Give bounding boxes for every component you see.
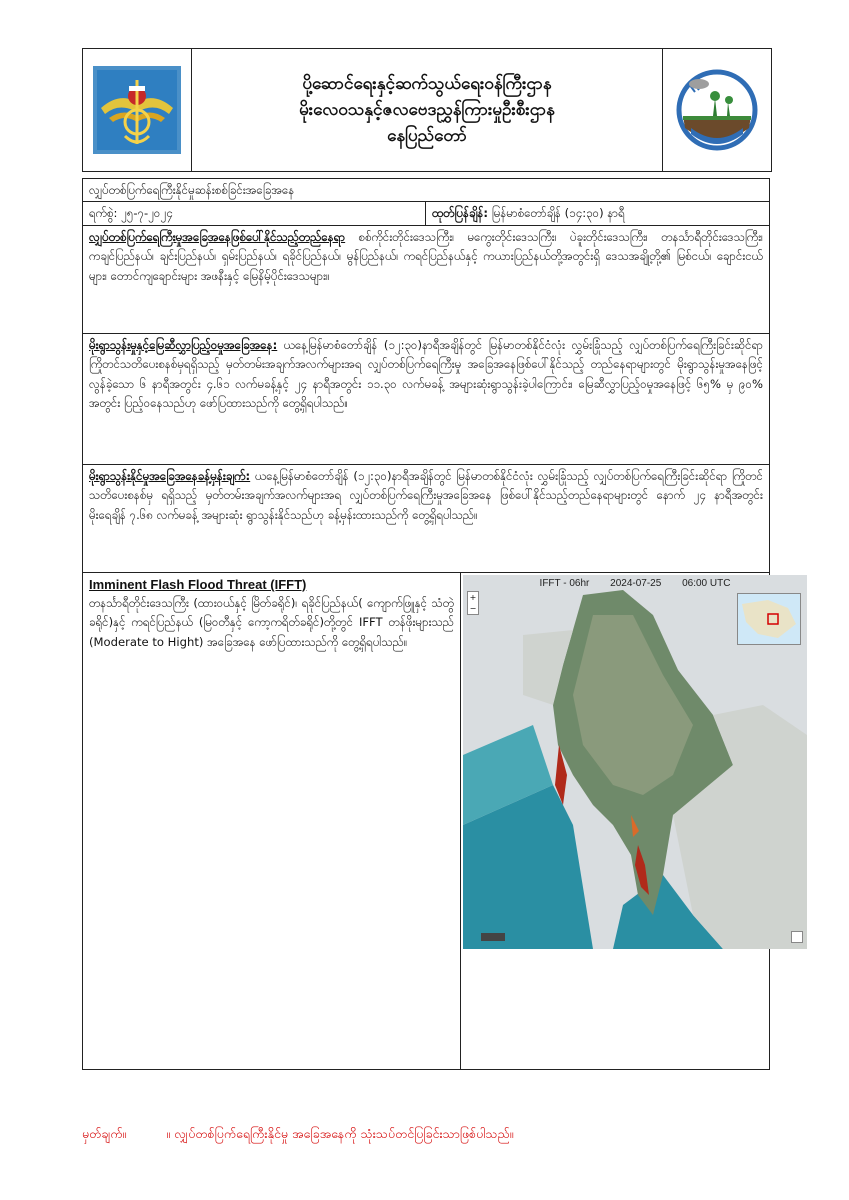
- ifft-map-cell: [461, 573, 769, 1069]
- department-name: မိုးလေဝသနှင့်ဇလဗေဒညွှန်ကြားမှုဦးစီးဌာန: [299, 100, 555, 120]
- header-title-block: [192, 49, 662, 171]
- section-forecast: [83, 465, 769, 573]
- ifft-heading: Imminent Flash Flood Threat (IFFT): [89, 577, 307, 592]
- section-locations-body: စစ်ကိုင်းတိုင်းဒေသကြီး၊ မကွေးတိုင်းဒေသကြီး၊ ပဲခူးတိုင်းဒေသကြီး၊ တနင်္သာရီတိုင်းဒေသကြီး၊ ကချင်ပြည်နယ်၊ ချင်းပြည်နယ်၊ ရှမ်းပြည်နယ်၊ ရခိုင်ပြည်နယ်၊ မွန်ပြည်နယ်၊ ကရင်ပြည်နယ်နှင့် ကယားပြည်နယ်တို့အတွင်းရှိ ဒေသအချို့တို့၏ မြစ်ငယ်၊ ချောင်းငယ်များ၊ တောင်ကျချောင်းများ အဖနီးနှင့် မြေနိမ့်ပိုင်းဒေသများ။: [89, 230, 763, 283]
- ministry-name: ပို့ဆောင်ရေးနှင့်ဆက်သွယ်ရေးဝန်ကြီးဌာန: [302, 74, 552, 94]
- date-value: ၂၅-၇-၂၀၂၄: [121, 206, 173, 220]
- footer-note-text: ။ လျှပ်တစ်ပြက်ရေကြီးနိုင်မှု အခြေအနေကို သုံးသပ်တင်ပြခြင်းသာဖြစ်ပါသည်။: [166, 1126, 514, 1141]
- ifft-map: [463, 575, 807, 949]
- hydrology-cycle-logo-icon: [669, 62, 765, 158]
- city-name: နေပြည်တော်: [387, 126, 467, 146]
- ifft-text-cell: [83, 573, 461, 1069]
- left-logo-cell: [83, 49, 192, 171]
- map-time: 06:00 UTC: [682, 578, 731, 589]
- map-title: [463, 578, 807, 589]
- date-cell: [83, 202, 426, 225]
- issue-time-value: မြန်မာစံတော်ချိန် (၁၄:၃၀) နာရီ: [491, 206, 625, 220]
- map-product: IFFT - 06hr: [539, 578, 590, 589]
- right-logo-cell: [662, 49, 771, 171]
- meta-row: [83, 202, 769, 226]
- section-ifft: [83, 573, 769, 1069]
- map-date: 2024-07-25: [610, 578, 662, 589]
- report-title-row: [83, 179, 769, 202]
- section-locations-heading: လျှပ်တစ်ပြက်ရေကြီးမှုအခြေအနေဖြစ်ပေါ်နိုင်သည့်တည်နေရာ: [89, 230, 346, 244]
- bulletin-header: [82, 48, 772, 172]
- bulletin-table: [82, 178, 770, 1070]
- section-rainfall-soil: [83, 334, 769, 465]
- report-title: လျှပ်တစ်ပြက်ရေကြီးနိုင်မှုဆန်းစစ်ခြင်းအခြေအနေ: [89, 183, 295, 197]
- section-forecast-body: ယနေ့မြန်မာစံတော်ချိန် (၁၂:၃၀)နာရီအချိန်တွင် မြန်မာတစ်နိုင်ငံလုံး လွှမ်းခြုံသည့် လျှပ်တစ်ပြက်ရေကြီးခြင်းဆိုင်ရာ ကြိုတင်သတိပေးစနစ်မှ ရရှိသည့် မှတ်တမ်းအချက်အလက်များအရ လျှပ်တစ်ပြက်ရေကြီးမှုအခြေအနေ ဖြစ်ပေါ်နိုင်သည့်တည်နေရာများတွင် နောက် ၂၄ နာရီအတွင်း မိုးရေချိန် ၇.၆၈ လက်မခန့် အများဆုံး ရွာသွန်းနိုင်သည်ဟု ခန့်မှန်းထားသည်ကို တွေ့ရှိရပါသည်။: [89, 469, 763, 522]
- ifft-body: တနင်္သာရီတိုင်းဒေသကြီး (ထားဝယ်နှင့် မြိတ်ခရိုင်)၊ ရခိုင်ပြည်နယ်( ကျောက်ဖြူနှင့် သံတွဲခရိုင်)နှင့် ကရင်ပြည်နယ် (မြဝတီနှင့် ကော့ကရိတ်ခရိုင်)တို့တွင် IFFT တန်ဖိုးများသည် (Moderate to Hight) အခြေအနေ ဖော်ပြထားသည်ကို တွေ့ရှိရပါသည်။: [89, 596, 454, 649]
- section-rainfall-body: ယနေ့မြန်မာစံတော်ချိန် (၁၂:၃၀)နာရီအချိန်တွင် မြန်မာတစ်နိုင်ငံလုံး လွှမ်းခြုံသည့် လျှပ်တစ်ပြက်ရေကြီးခြင်းဆိုင်ရာ ကြိုတင်သတိပေးစနစ်မှရရှိသည့် မှတ်တမ်းအချက်အလက်များအရ လျှပ်တစ်ပြက်ရေကြီးမှု အခြေအနေဖြစ်ပေါ်နိုင်သည့် တည်နေရာများတွင် မိုးရွာသွန်းမှုအနေဖြင့် လွန်ခဲ့သော ၆ နာရီအတွင်း ၄.၆၁ လက်မခန့်နှင့် ၂၄ နာရီအတွင်း ၁၁.၃၀ လက်မခန့် အများဆုံးရွာသွန်းခဲ့ပါကြောင်း၊ မြေဆီလွှာပြည့်ဝမှုအနေဖြင့် ၆၅% မှ ၉၀% အတွင်း ပြည့်ဝနေသည်ဟု ဖော်ပြထားသည်ကို တွေ့ရှိရပါသည်။: [89, 338, 763, 410]
- bulletin-footer-note: [82, 1124, 782, 1144]
- section-locations: [83, 226, 769, 334]
- section-rainfall-heading: မိုးရွာသွန်းမှုနှင့်မြေဆီလွှာပြည့်ဝမှုအခြေအနေ:: [89, 338, 278, 352]
- map-fullscreen-button[interactable]: [791, 931, 803, 943]
- dmh-ministry-emblem-icon: [89, 62, 185, 158]
- issue-time-cell: [426, 202, 769, 225]
- date-label: ရက်စွဲ:: [89, 206, 118, 220]
- map-zoom-control[interactable]: + −: [467, 591, 479, 615]
- map-scale-bar: [481, 933, 505, 941]
- issue-time-label: ထုတ်ပြန်ချိန်:: [432, 206, 489, 220]
- map-inset-overview: [737, 593, 801, 645]
- footer-note-label: မှတ်ချက်။: [82, 1126, 127, 1141]
- section-forecast-heading: မိုးရွာသွန်းနိုင်မှုအခြေအနေခန့်မှန်းချက်:: [89, 469, 251, 483]
- inset-map-icon: [738, 594, 800, 644]
